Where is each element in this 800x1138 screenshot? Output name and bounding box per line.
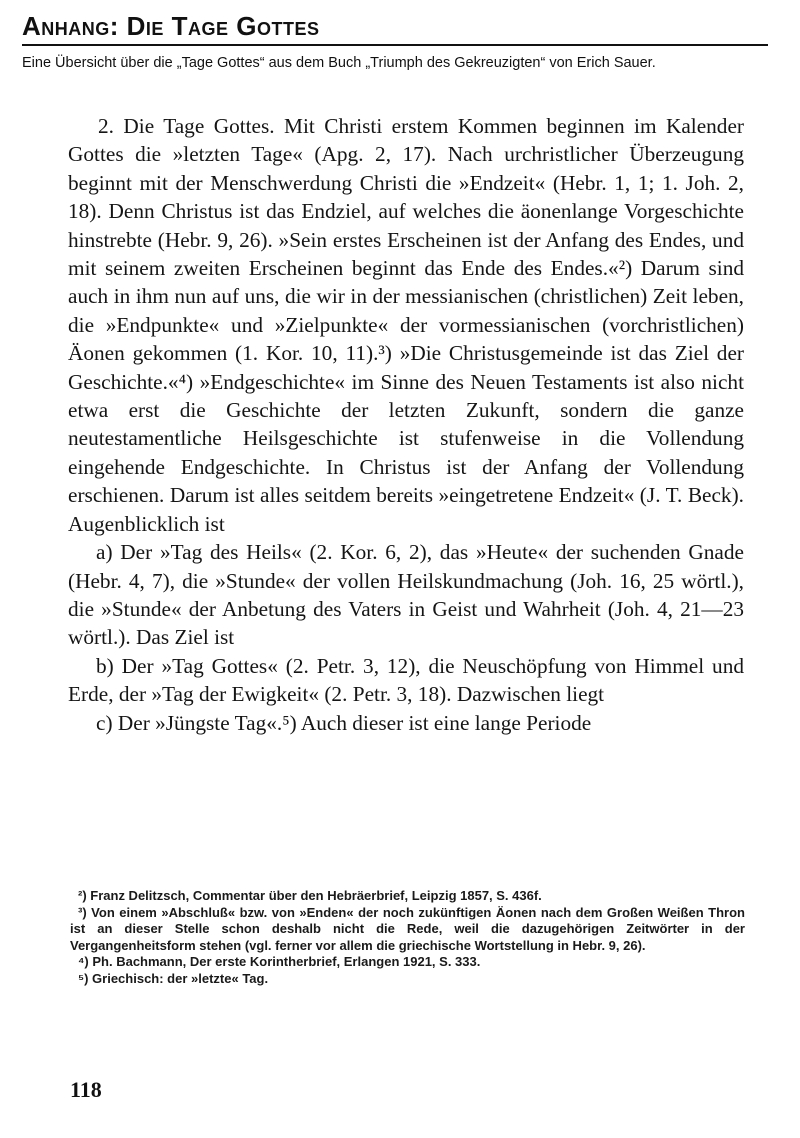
list-item-c: c) Der »Jüngste Tag«.⁵) Auch dieser ist eine lange Periode bbox=[96, 710, 592, 735]
footnotes bbox=[70, 888, 745, 987]
footnote-4: ⁴) Ph. Bachmann, Der erste Korintherbrief, Erlangen 1921, S. 333. bbox=[78, 954, 481, 969]
intro-text: Eine Übersicht über die „Tage Gottes“ aus dem Buch „Triumph des Gekreuzigten“ von Erich Sauer. bbox=[22, 55, 656, 71]
list-item-b: b) Der »Tag Gottes« (2. Petr. 3, 12), die Neuschöpfung von Himmel und Erde, der »Tag der Ewigkeit« (2. Petr. 3, 18). Dazwischen liegt bbox=[68, 653, 744, 707]
document-header bbox=[22, 8, 768, 73]
page-title: Anhang: Die Tage Gottes bbox=[22, 11, 320, 41]
book-excerpt bbox=[68, 112, 744, 737]
footnote-5: ⁵) Griechisch: der »letzte« Tag. bbox=[78, 970, 269, 986]
footnote-3: ³) Von einem »Abschluß« bzw. von »Enden« der noch zukünftigen Äonen nach dem Großen Weißen Thron ist an dieser Stelle schon deshalb nicht die Rede, weil die dazugehörigen Zeitwörter in der Vergangenheitsform stehen (vgl. ferner vor allem die griechische Wortstellung in Hebr. 9, 26). bbox=[70, 904, 745, 953]
footnote-2: ²) Franz Delitzsch, Commentar über den Hebräerbrief, Leipzig 1857, S. 436f. bbox=[78, 888, 542, 903]
page-number: 118 bbox=[70, 1077, 102, 1102]
main-paragraph: 2. Die Tage Gottes. Mit Christi erstem Kommen beginnen im Kalender Gottes die »letzten Tage« (Apg. 2, 17). Nach urchristlicher Überzeugung beginnt mit der Menschwerdung Christi die »Endzeit« (Hebr. 1, 1; 1. Joh. 2, 18). Denn Christus ist das Endziel, auf welches die äonenlange Vorgeschichte hinstrebte (Hebr. 9, 26). »Sein erstes Erscheinen ist der Anfang des Endes, und mit seinem zweiten Erscheinen beginnt das Ende des Endes.«²) Darum sind auch in ihm nun auf uns, die wir in der messianischen (christlichen) Zeit leben, die »Endpunkte« und »Zielpunkte« der vormessianischen (vorchristlichen) Äonen gekommen (1. Kor. 10, 11).³) »Die Christusgemeinde ist das Ziel der Geschichte.«⁴) »Endgeschichte« im Sinne des Neuen Testaments ist also nicht etwa erst die Geschichte der letzten Zukunft, sondern die ganze neutestamentliche Heilsgeschichte ist stufenweise in die Vollendung eingehende Endgeschichte. In Christus ist der Anfang der Vollendung erschienen. Darum ist alles seitdem bereits »eingetretene Endzeit« (J. T. Beck). Augenblicklich ist bbox=[68, 114, 744, 536]
title-underline bbox=[22, 44, 768, 46]
list-item-a: a) Der »Tag des Heils« (2. Kor. 6, 2), das »Heute« der suchenden Gnade (Hebr. 4, 7), die »Stunde« der vollen Heilskundmachung (Joh. 16, 25 wörtl.), die »Stunde« der Anbetung des Vaters in Geist und Wahrheit (Joh. 4, 21—23 wörtl.). Das Ziel ist bbox=[68, 540, 744, 650]
